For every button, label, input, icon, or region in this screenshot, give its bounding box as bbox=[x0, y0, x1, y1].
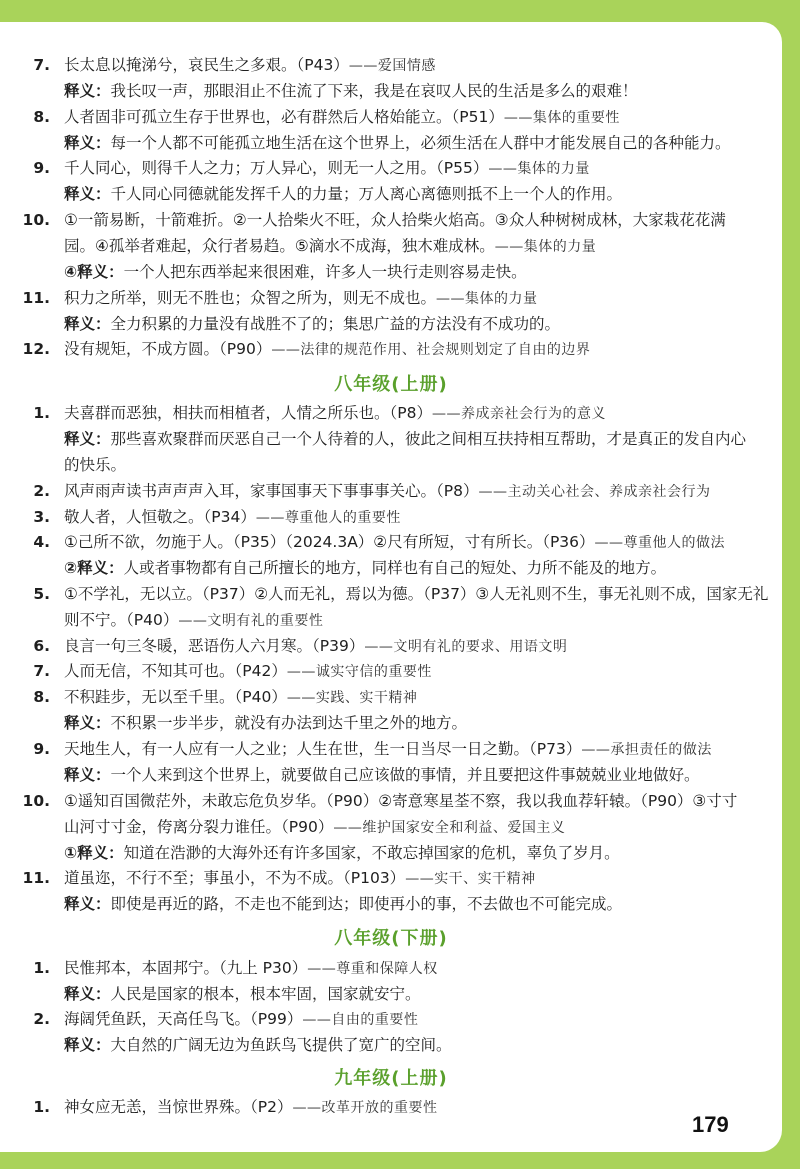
gloss-label: 释义： bbox=[64, 985, 111, 1003]
item-number: 2. bbox=[33, 482, 50, 500]
item-text: 人而无信，不知其可也。（P42） bbox=[64, 662, 287, 680]
item-tag: ——集体的重要性 bbox=[503, 110, 620, 126]
item-number: 8. bbox=[33, 688, 50, 706]
item-number: 8. bbox=[33, 108, 50, 126]
item-tag: ——实践、实干精神 bbox=[286, 690, 418, 706]
item-tag: ——承担责任的做法 bbox=[581, 742, 712, 758]
item-text: 长太息以掩涕兮，哀民生之多艰。（P43） bbox=[64, 56, 349, 74]
item-tag: ——集体的力量 bbox=[494, 239, 597, 255]
item-tag: ——爱国情感 bbox=[348, 58, 436, 74]
item-tag: ——养成亲社会行为的意义 bbox=[431, 406, 606, 422]
item-tag: ——集体的力量 bbox=[436, 291, 538, 307]
item-text: 敬人者，人恒敬之。（P34） bbox=[64, 508, 256, 526]
item-tag: ——文明有礼的重要性 bbox=[178, 613, 324, 629]
item-tag: ——尊重和保障人权 bbox=[307, 961, 438, 977]
gloss-text: 不积累一步半步，就没有办法到达千里之外的地方。 bbox=[110, 714, 468, 732]
gloss-label: ②释义： bbox=[64, 559, 124, 577]
item-number: 9. bbox=[33, 159, 50, 177]
gloss-label: 释义： bbox=[64, 315, 111, 333]
item-tag: ——尊重他人的做法 bbox=[594, 535, 726, 551]
gloss-label: 释义： bbox=[64, 82, 111, 100]
item-text: 道虽迩，不行不至；事虽小，不为不成。（P103） bbox=[64, 869, 406, 887]
item-tag: ——诚实守信的重要性 bbox=[286, 664, 432, 680]
gloss-label: 释义： bbox=[64, 185, 111, 203]
item-text: 夫喜群而恶独，相扶而相植者，人情之所乐也。（P8） bbox=[64, 404, 432, 422]
item-text: 神女应无恙，当惊世界殊。（P2） bbox=[64, 1098, 293, 1116]
item-number: 7. bbox=[33, 662, 50, 680]
item-text: 民惟邦本，本固邦宁。（九上 P30） bbox=[64, 959, 308, 977]
item-tag: ——实干、实干精神 bbox=[405, 871, 536, 887]
item-number: 4. bbox=[33, 533, 50, 551]
gloss-text: 千人同心同德就能发挥千人的力量；万人离心离德则抵不上一个人的作用。 bbox=[110, 185, 623, 203]
item-text: 则不宁。（P40） bbox=[64, 611, 179, 629]
section-heading: 九年级(上册) bbox=[334, 1068, 448, 1089]
gloss-label: ④释义： bbox=[64, 263, 124, 281]
gloss-label: ①释义： bbox=[64, 844, 124, 862]
item-tag: ——改革开放的重要性 bbox=[292, 1100, 438, 1116]
item-text: 园。④孤举者难起，众行者易趋。⑤滴水不成海，独木难成林。 bbox=[64, 237, 495, 255]
item-text: 山河寸寸金，侉离分裂力谁任。（P90） bbox=[64, 818, 334, 836]
item-number: 1. bbox=[33, 959, 50, 977]
gloss-text: 知道在浩渺的大海外还有许多国家，不敢忘掉国家的危机，辜负了岁月。 bbox=[123, 844, 620, 862]
item-text: 风声雨声读书声声声入耳，家事国事天下事事事关心。（P8） bbox=[64, 482, 479, 500]
item-tag: ——尊重他人的重要性 bbox=[255, 510, 401, 526]
item-text: ①不学礼，无以立。（P37）②人而无礼，焉以为德。（P37）③人无礼则不生，事无礼则不成，国家无礼 bbox=[64, 585, 769, 603]
item-number: 9. bbox=[33, 740, 50, 758]
item-text: 积力之所举，则无不胜也；众智之所为，则无不成也。 bbox=[64, 289, 437, 307]
gloss-label: 释义： bbox=[64, 714, 111, 732]
item-number: 3. bbox=[33, 508, 50, 526]
item-number: 5. bbox=[33, 585, 50, 603]
item-text: 千人同心，则得千人之力；万人异心，则无一人之用。（P55） bbox=[64, 159, 489, 177]
item-number: 2. bbox=[33, 1010, 50, 1028]
item-text: ①己所不欲，勿施于人。（P35）（2024.3A）②尺有所短，寸有所长。（P36） bbox=[64, 533, 595, 551]
gloss-text: 即使是再近的路，不走也不能到达；即使再小的事，不去做也不可能完成。 bbox=[110, 895, 623, 913]
item-tag: ——自由的重要性 bbox=[302, 1012, 419, 1028]
item-number: 11. bbox=[22, 289, 50, 307]
item-tag: ——维护国家安全和利益、爱国主义 bbox=[333, 820, 566, 836]
section-heading: 八年级(上册) bbox=[334, 374, 448, 395]
gloss-text: 一个人来到这个世界上，就要做自己应该做的事情，并且要把这件事兢兢业业地做好。 bbox=[110, 766, 700, 784]
item-number: 10. bbox=[22, 211, 50, 229]
item-number: 10. bbox=[22, 792, 50, 810]
item-tag: ——主动关心社会、养成亲社会行为 bbox=[478, 484, 711, 500]
gloss-label: 释义： bbox=[64, 766, 111, 784]
gloss-label: 释义： bbox=[64, 134, 111, 152]
item-text: 天地生人，有一人应有一人之业；人生在世，生一日当尽一日之勤。（P73） bbox=[64, 740, 582, 758]
gloss-text: 的快乐。 bbox=[64, 456, 127, 474]
item-text: ①遥知百国微茫外，未敢忘危负岁华。（P90）②寄意寒星荃不察，我以我血荐轩辕。（P90）③寸寸 bbox=[64, 792, 738, 810]
item-text: 海阔凭鱼跃，天高任鸟飞。（P99） bbox=[64, 1010, 303, 1028]
gloss-label: 释义： bbox=[64, 1036, 111, 1054]
gloss-text: 人或者事物都有自己所擅长的地方，同样也有自己的短处、力所不能及的地方。 bbox=[123, 559, 667, 577]
item-text: 不积跬步，无以至千里。（P40） bbox=[64, 688, 287, 706]
item-number: 7. bbox=[33, 56, 50, 74]
item-tag: ——文明有礼的要求、用语文明 bbox=[364, 639, 568, 655]
item-text: 没有规矩，不成方圆。（P90） bbox=[64, 340, 272, 358]
item-number: 12. bbox=[22, 340, 50, 358]
gloss-label: 释义： bbox=[64, 430, 111, 448]
gloss-text: 大自然的广阔无边为鱼跃鸟飞提供了宽广的空间。 bbox=[110, 1036, 452, 1054]
gloss-text: 一个人把东西举起来很困难，许多人一块行走则容易走快。 bbox=[123, 263, 527, 281]
item-number: 11. bbox=[22, 869, 50, 887]
item-number: 6. bbox=[33, 637, 50, 655]
item-tag: ——集体的力量 bbox=[488, 161, 590, 177]
gloss-text: 全力积累的力量没有战胜不了的；集思广益的方法没有不成功的。 bbox=[110, 315, 561, 333]
item-text: 良言一句三冬暖，恶语伤人六月寒。（P39） bbox=[64, 637, 365, 655]
page-number: 179 bbox=[692, 1112, 729, 1137]
item-text: 人者固非可孤立生存于世界也，必有群然后人格始能立。（P51） bbox=[64, 108, 504, 126]
gloss-text: 我长叹一声，那眼泪止不住流了下来，我是在哀叹人民的生活是多么的艰难！ bbox=[110, 82, 638, 100]
item-number: 1. bbox=[33, 1098, 50, 1116]
gloss-label: 释义： bbox=[64, 895, 111, 913]
item-number: 1. bbox=[33, 404, 50, 422]
item-text: ①一箭易断，十箭难折。②一人拾柴火不旺，众人拾柴火焰高。③众人种树树成林，大家栽花花满 bbox=[64, 211, 726, 229]
section-heading: 八年级(下册) bbox=[334, 928, 448, 949]
gloss-text: 那些喜欢聚群而厌恶自己一个人待着的人，彼此之间相互扶持相互帮助，才是真正的发自内心 bbox=[110, 430, 747, 448]
gloss-text: 每一个人都不可能孤立地生活在这个世界上，必须生活在人群中才能发展自己的各种能力。 bbox=[110, 134, 731, 152]
item-tag: ——法律的规范作用、社会规则划定了自由的边界 bbox=[271, 342, 591, 358]
gloss-text: 人民是国家的根本，根本牢固，国家就安宁。 bbox=[110, 985, 421, 1003]
